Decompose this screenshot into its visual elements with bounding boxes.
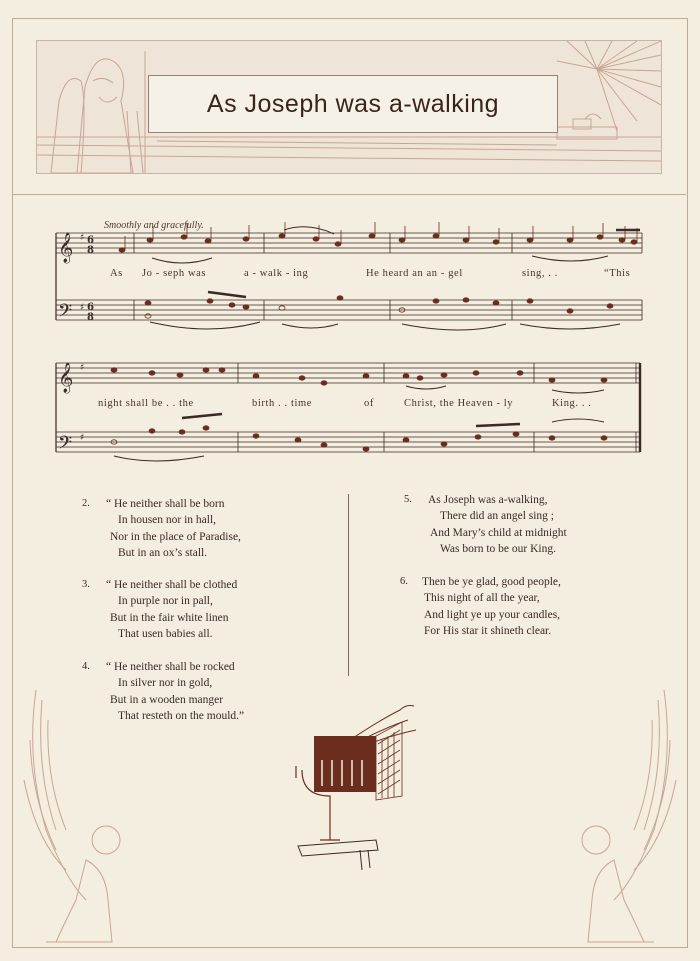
bass-clef-icon: 𝄢 [58,301,73,326]
svg-text:♯: ♯ [80,233,85,243]
system-1-bass-staff [56,300,642,320]
verse-2 [82,496,241,562]
svg-text:6: 6 [87,302,94,313]
column-divider [348,494,349,676]
verse-line: For His star it shineth clear. [424,625,552,638]
lyric-syllable: of [364,398,374,409]
verse-line: In silver nor in gold, [118,677,213,690]
verse-line: There did an angel sing ; [440,510,555,523]
kneeling-angel-icon [574,680,684,950]
verse-line: But in a wooden manger [110,693,224,706]
verse-line: “ He neither shall be rocked [106,661,235,673]
lyric-syllable: Christ, the Heaven - ly [404,398,514,409]
lyric-syllable: Jo - seph was [142,268,207,279]
lyric-syllable: a - walk - ing [244,268,309,279]
verse-line: “ He neither shall be clothed [106,579,238,591]
verse-line: And light ye up your candles, [424,608,561,621]
verse-line: As Joseph was a-walking, [428,494,548,506]
candlestick-window-icon [280,700,420,870]
verse-3 [82,577,238,643]
verse-line: Was born to be our King. [440,543,556,556]
bass-clef-icon: 𝄢 [58,433,73,458]
verse-number: 3. [82,579,90,590]
verse-line: That resteth on the mould.” [118,710,245,723]
lyrics-line-2 [0,398,700,412]
system-1-treble-staff [56,233,642,253]
treble-clef-icon: 𝄞 [58,233,74,263]
verse-number: 4. [82,661,90,672]
verse-number: 5. [404,494,412,505]
svg-text:♯: ♯ [80,363,85,373]
tempo-marking: Smoothly and gracefully. [104,220,204,231]
verse-5 [404,492,567,558]
verse-number: 6. [400,576,408,587]
lyric-syllable: King. . . [552,398,592,409]
lyric-syllable: He heard an an - gel [366,268,463,279]
verse-4 [82,659,245,725]
verse-line: But in an ox’s stall. [118,547,208,560]
svg-text:♯: ♯ [80,433,85,443]
system-2-bass-staff [56,432,640,452]
lyric-syllable: night shall be . . the [98,398,194,409]
lyric-syllable: “This [604,268,631,279]
verse-line: In housen nor in hall, [118,514,217,527]
verse-line: And Mary’s child at midnight [430,526,567,539]
verse-line: But in the fair white linen [110,611,229,624]
verse-number: 2. [82,498,90,509]
verse-line: That usen babies all. [118,628,213,641]
treble-clef-icon: 𝄞 [58,363,74,393]
verse-line: Then be ye glad, good people, [422,576,561,588]
lyric-syllable: sing, . . [522,268,559,279]
svg-text:8: 8 [87,245,94,256]
svg-text:♯: ♯ [80,303,85,313]
lyrics-line-1 [0,268,700,282]
kneeling-angel-icon [16,680,126,950]
svg-text:6: 6 [87,235,94,246]
lyric-syllable: As [110,268,123,279]
page-title: As Joseph was a-walking [206,89,500,118]
lyric-syllable: birth . . time [252,398,313,409]
verse-line: Nor in the place of Paradise, [110,530,241,543]
svg-text:8: 8 [87,312,94,323]
verse-line: “ He neither shall be born [106,498,225,510]
verse-6 [400,574,561,640]
verse-line: In purple nor in pall, [118,595,213,608]
verse-line: This night of all the year, [424,592,540,605]
